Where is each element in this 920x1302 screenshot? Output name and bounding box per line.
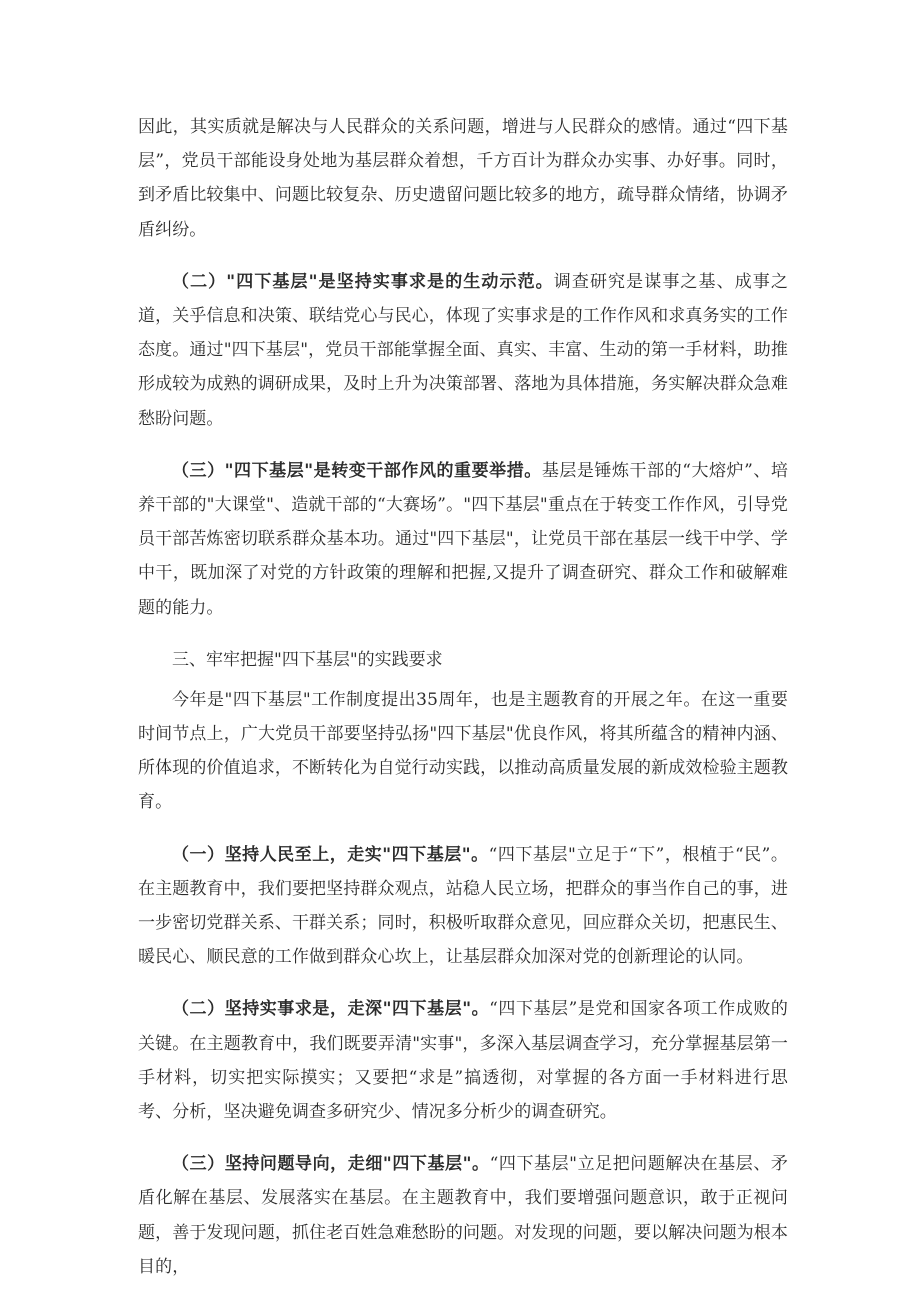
paragraph-5 (138, 838, 788, 975)
paragraph-4 (138, 683, 788, 820)
paragraph-5-lead: （一）坚持人民至上，走实"四下基层"。 (172, 844, 489, 865)
paragraph-5-text: “四下基层"立足于“下”，根植于“民”。在主题教育中，我们要把坚持群众观点，站稳人民立场，把群众的事当作自己的事，进一步密切党群关系、干群关系；同时，积极听取群众意见，回应群众关切，把惠民生、暖民心、顺民意的工作做到群众心坎上，让基层群众加深对党的创新理论的认同。 (138, 844, 788, 968)
paragraph-2-text: 调查研究是谋事之基、成事之道，关乎信息和决策、联结党心与民心，体现了实事求是的工作作风和求真务实的工作态度。通过"四下基层"，党员干部能掌握全面、真实、丰富、生动的第一手材料，助推形成较为成熟的调研成果，及时上升为决策部署、落地为具体措施，务实解决群众急难愁盼问题。 (138, 271, 788, 429)
paragraph-7 (138, 1147, 788, 1284)
paragraph-4-text: 今年是"四下基层"工作制度提出35周年，也是主题教育的开展之年。在这一重要时间节点上，广大党员干部要坚持弘扬"四下基层"优良作风，将其所蕴含的精神内涵、所体现的价值追求，不断转化为自觉行动实践，以推动高质量发展的新成效检验主题教育。 (138, 689, 788, 813)
document-body (138, 110, 788, 1302)
paragraph-7-lead: （三）坚持问题导向，走细"四下基层"。 (172, 1154, 490, 1175)
paragraph-2-lead: （二）"四下基层"是坚持实事求是的生动示范。 (172, 271, 554, 292)
paragraph-1-text: 因此，其实质就是解决与人民群众的关系问题，增进与人民群众的感情。通过“四下基层”，党员干部能设身处地为基层群众着想，千方百计为群众办实事、办好事。同时，到矛盾比较集中、问题比较复杂、历史遗留问题比较多的地方，疏导群众情绪，协调矛盾纠纷。 (138, 117, 788, 240)
paragraph-6-text: “四下基层”是党和国家各项工作成败的关键。在主题教育中，我们既要弄清"实事"，多深入基层调查学习，充分掌握基层第一手材料，切实把实际摸实；又要把“求是”搞透彻，对掌握的各方面一手材料进行思考、分析，坚决避免调查多研究少、情况多分析少的调查研究。 (138, 999, 788, 1123)
paragraph-6 (138, 992, 788, 1129)
paragraph-1 (138, 110, 788, 247)
paragraph-3-lead: （三）"四下基层"是转变干部作风的重要举措。 (172, 460, 542, 481)
paragraph-3 (138, 454, 788, 625)
paragraph-7-text: “四下基层"立足把问题解决在基层、矛盾化解在基层、发展落实在基层。在主题教育中，我们要增强问题意识，敢于正视问题，善于发现问题，抓住老百姓急难愁盼的问题。对发现的问题，要以解决问题为根本目的， (138, 1154, 788, 1277)
paragraph-3-text: 基层是锤炼干部的“大熔炉”、培养干部的"大课堂"、造就干部的“大赛场”。"四下基层"重点在于转变工作作风，引导党员干部苦炼密切联系群众基本功。通过"四下基层"，让党员干部在基层一线干中学、学中干，既加深了对党的方针政策的理解和把握,又提升了调查研究、群众工作和破解难题的能力。 (138, 460, 788, 618)
paragraph-6-lead: （二）坚持实事求是，走深"四下基层"。 (172, 999, 490, 1020)
paragraph-2 (138, 265, 788, 436)
section-heading: 三、牢牢把握"四下基层"的实践要求 (172, 649, 443, 670)
